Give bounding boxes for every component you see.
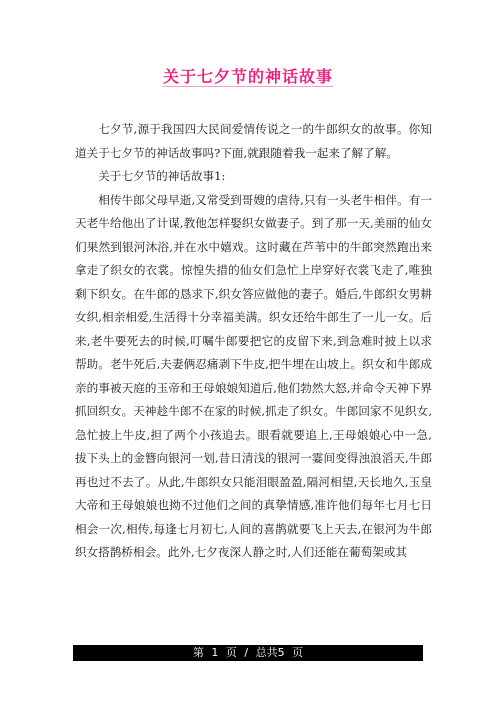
page-title: 关于七夕节的神话故事 — [162, 67, 333, 86]
section-heading: 关于七夕节的神话故事1: — [98, 169, 226, 183]
article-body — [75, 118, 432, 565]
page-footer: 第 1 页 / 总共5 页 — [73, 645, 423, 661]
intro-paragraph: 七夕节,源于我国四大民间爱情传说之一的牛郎织女的故事。你知道关于七夕节的神话故事吗?下面,就跟随着我一起来了解了解。 — [75, 122, 432, 160]
story-paragraph: 相传牛郎父母早逝,又常受到哥嫂的虐待,只有一头老牛相伴。有一天老牛给他出了计谋,教他怎样娶织女做妻子。到了那一天,美丽的仙女们果然到银河沐浴,并在水中嬉戏。这时藏在芦苇中的牛郎突然跑出来拿走了织女的衣裳。惊惶失措的仙女们急忙上岸穿好衣裳飞走了,唯独剩下织女。在牛郎的恳求下,织女答应做他的妻子。婚后,牛郎织女男耕女织,相亲相爱,生活得十分幸福美满。织女还给牛郎生了一儿一女。后来,老牛要死去的时候,叮嘱牛郎要把它的皮留下来,到急难时披上以求帮助。老牛死后,夫妻俩忍痛剥下牛皮,把牛埋在山坡上。织女和牛郎成亲的事被天庭的玉帝和王母娘娘知道后,他们勃然大怒,并命令天神下界抓回织女。天神趁牛郎不在家的时候,抓走了织女。牛郎回家不见织女,急忙披上牛皮,担了两个小孩追去。眼看就要追上,王母娘娘心中一急,拔下头上的金簪向银河一划,昔日清浅的银河一霎间变得浊浪滔天,牛郎再也过不去了。从此,牛郎织女只能泪眼盈盈,隔河相望,天长地久,玉皇大帝和王母娘娘也拗不过他们之间的真挚情感,准许他们每年七月七日相会一次,相传,每逢七月初七,人间的喜鹊就要飞上天去,在银河为牛郎织女搭鹊桥相会。此外,七夕夜深人静之时,人们还能在葡萄架或其 — [75, 192, 432, 559]
